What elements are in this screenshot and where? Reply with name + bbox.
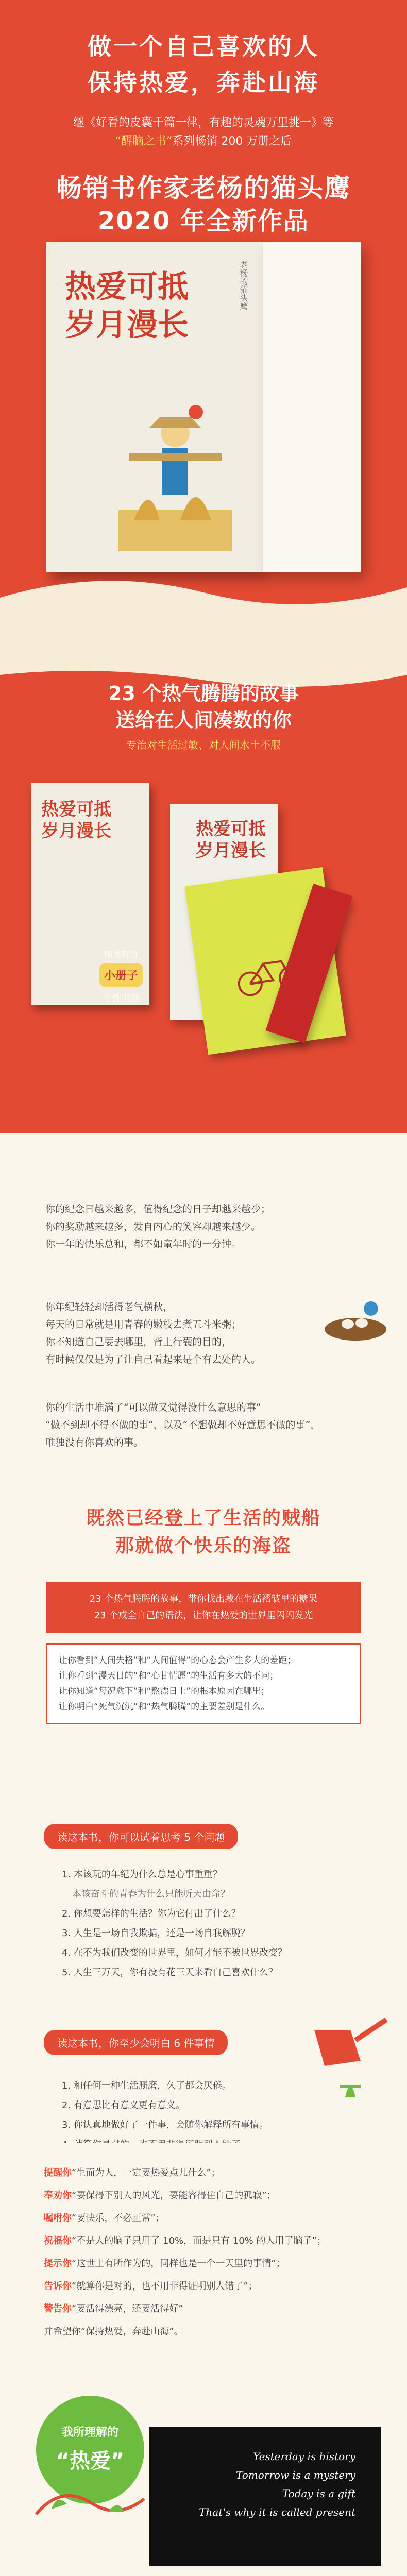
dialog-row	[44, 2164, 374, 2182]
list-item: 4. 在不为我们改变的世界里，如何才能不被世界改变？	[62, 1947, 287, 1958]
text-line: 你的奖励越来越多，发自内心的笑容却越来越少。	[45, 1221, 261, 1232]
text-line: 唯独没有你喜欢的事。	[45, 1437, 144, 1448]
love-section	[0, 2380, 407, 2576]
dialog-row	[44, 2232, 374, 2250]
tagline-line: 23 个热气腾腾的故事	[108, 682, 299, 705]
quote-line: That's why it is called present	[199, 2506, 355, 2518]
tagline-line: 送给在人间凑数的你	[115, 709, 292, 732]
text-line: 让你看到“漫天目的”和“心甘情愿”的生活有多大的不同；	[59, 1671, 279, 1681]
book-cover-back	[263, 242, 361, 572]
story-paragraph	[45, 1399, 334, 1451]
dialog-text: “要活得漂亮，还要活得好”	[72, 2303, 183, 2314]
text-line: 23 个热气腾腾的故事，带你找出藏在生活褶皱里的糖果	[89, 1594, 318, 1604]
gift-label-bottom: 个性书签	[103, 993, 140, 1004]
text-line: 你不知道自己要去哪里，背上行囊的目的，	[45, 1336, 232, 1348]
book-title-line: 热爱可抵	[41, 799, 111, 820]
scarecrow-illustration	[118, 397, 232, 551]
dialog-speaker: 奉劝你	[44, 2190, 72, 2201]
dialog-text: “这世上有所作为的，同样也是一个一天里的事情”；	[72, 2258, 285, 2269]
dialog-text: “就算你是对的，也不用非得证明别人错了”；	[72, 2281, 258, 2292]
dialog-speaker: 告诉你	[44, 2281, 72, 2292]
quote-line: Tomorrow is a mystery	[235, 2469, 355, 2481]
recommend-prefix: 继	[73, 116, 84, 129]
book-cover-front	[46, 242, 263, 572]
book-title	[196, 818, 266, 861]
tagline	[0, 680, 407, 734]
outline-box	[46, 1643, 361, 1724]
gift-label	[93, 948, 149, 1005]
text-line: 有时候仅仅是为了让自己看起来是个有去处的人。	[45, 1354, 261, 1365]
list-item: 2. 你想要怎样的生活？你为它付出了什么？	[62, 1908, 241, 1919]
book-title-line: 热爱可抵	[196, 819, 266, 839]
book-title-line: 岁月漫长	[65, 307, 189, 343]
big-quote	[0, 1504, 407, 1560]
text-line: 让你看到“人间失格”和“人间值得”的心态会产生多大的差距；	[59, 1655, 296, 1666]
year-title: 2020 年全新作品	[97, 207, 310, 235]
list-item: 3. 人生是一场自我欺骗，还是一场自我解脱？	[62, 1928, 250, 1939]
text-line: “做不到却不得不做的事”，以及“不想做却不好意思不做的事”，	[45, 1419, 320, 1431]
series-name: “醒脑之书”	[115, 135, 173, 148]
questions-list	[62, 1865, 309, 1982]
text-line: 你的生活中堆满了“可以做又觉得没什么意思的事”	[45, 1402, 261, 1413]
badge-main: “热爱”	[56, 2449, 125, 2473]
text-line: 每天的日常就是用青春的嫩枝去煮五斗米粥；	[45, 1319, 242, 1330]
list-item-sub: 本该奋斗的青春为什么只能听天由命？	[72, 1889, 230, 1900]
dialog-text: “要快乐，不必正常”；	[72, 2213, 165, 2224]
things-label: 读这本书，你至少会明白 6 件事情	[44, 2030, 228, 2055]
dialog-text: “生而为人，一定要热爱点儿什么”；	[72, 2167, 221, 2178]
dialog-speaker: 祝福你	[44, 2235, 72, 2246]
dialog-speaker: 警告你	[44, 2303, 72, 2314]
questions-label: 读这本书，你可以试着思考 5 个问题	[44, 1824, 238, 1849]
text-line: 让你明白“死气沉沉”和“热气腾腾”的主要差别是什么。	[59, 1702, 270, 1712]
dialog-speaker: 提示你	[44, 2258, 72, 2269]
list-item: 2. 有意思比有意义更有意义。	[62, 2100, 185, 2111]
text-line: 你年纪轻轻却活得老气横秋，	[45, 1301, 173, 1313]
list-item: 3. 你认真地做好了一件事，会随你解释所有事情。	[62, 2120, 268, 2130]
quote-line: Today is a gift	[282, 2487, 355, 2500]
badge-top: 我所理解的	[61, 2426, 118, 2439]
story-section	[0, 1133, 407, 1814]
dialog-section	[0, 2143, 407, 2380]
book-title-line: 岁月漫长	[41, 821, 111, 841]
gift-label-top: 随书附赠	[104, 950, 138, 959]
recommend-books: 《好看的皮囊千篇一律，有趣的灵魂万里挑一》等	[84, 116, 334, 129]
text-line: 23 个戒全自己的语法，让你在热爱的世界里闪闪发光	[94, 1610, 313, 1621]
book-title	[65, 268, 189, 344]
leaf-decoration-icon	[31, 2483, 149, 2530]
list-item: 5. 人生三万天，你有没有花三天来看自己喜欢什么？	[62, 1967, 278, 1978]
text-line: 让你知道“每况愈下”和“熬漂日上”的根本原因在哪里；	[59, 1686, 270, 1697]
story-paragraph	[45, 1200, 334, 1253]
slogan-line: 做一个自己喜欢的人	[88, 32, 319, 60]
quote-blackboard	[149, 2427, 381, 2566]
dialog-text: 并希望你“保持热爱，奔赴山海”。	[44, 2326, 183, 2337]
list-item: 1. 本该玩的年纪为什么总是心事重重？	[62, 1869, 222, 1880]
dialog-row	[44, 2255, 374, 2273]
watering-can-illustration	[304, 2009, 392, 2102]
hero-slogan	[0, 0, 407, 100]
text-line: 你一年的快乐总和，都不如童年时的一分钟。	[45, 1239, 242, 1250]
dialog-row	[44, 2300, 374, 2318]
dialog-row	[44, 2187, 374, 2205]
gift-label-main: 小册子	[99, 963, 143, 987]
book-title-line: 岁月漫长	[196, 840, 266, 861]
dialog-speaker: 嘱咐你	[44, 2213, 72, 2224]
dialog-row	[44, 2323, 374, 2341]
slogan-line: 保持热爱，奔赴山海	[88, 69, 319, 96]
tagline-sub: 专治对生活过敏、对人间水土不服	[126, 739, 281, 751]
recommend-text	[0, 114, 407, 151]
dialog-speaker: 提醒你	[44, 2167, 72, 2178]
dialog-row	[44, 2209, 374, 2228]
story-paragraph	[45, 1298, 334, 1368]
dialog-text: “要保得下别人的风光，要能容得住自己的孤寂”；	[72, 2190, 276, 2201]
series-sales: 系列畅销 200 万册之后	[172, 135, 292, 148]
hero-section	[0, 0, 407, 1133]
author-title: 畅销书作家老杨的猫头鹰	[56, 173, 351, 203]
book-author: 老杨的猫头鹰	[239, 261, 248, 310]
list-item: 1. 和任何一种生活厮磨，久了都会厌倦。	[62, 2080, 231, 2091]
highlight-box	[46, 1582, 361, 1633]
quote-line: 那就做个快乐的海盗	[115, 1535, 292, 1556]
quote-line: 既然已经登上了生活的贼船	[86, 1507, 321, 1529]
book-title	[41, 799, 111, 842]
book-title-line: 热爱可抵	[65, 269, 189, 305]
dialog-text: “不是人的脑子只用了 10%，而是只有 10% 的人用了脑子”；	[72, 2235, 326, 2246]
quote-line: Yesterday is history	[253, 2450, 355, 2463]
dialog-row	[44, 2277, 374, 2296]
text-line: 你的纪念日越来越多，值得纪念的日子却越来越少；	[45, 1204, 271, 1215]
